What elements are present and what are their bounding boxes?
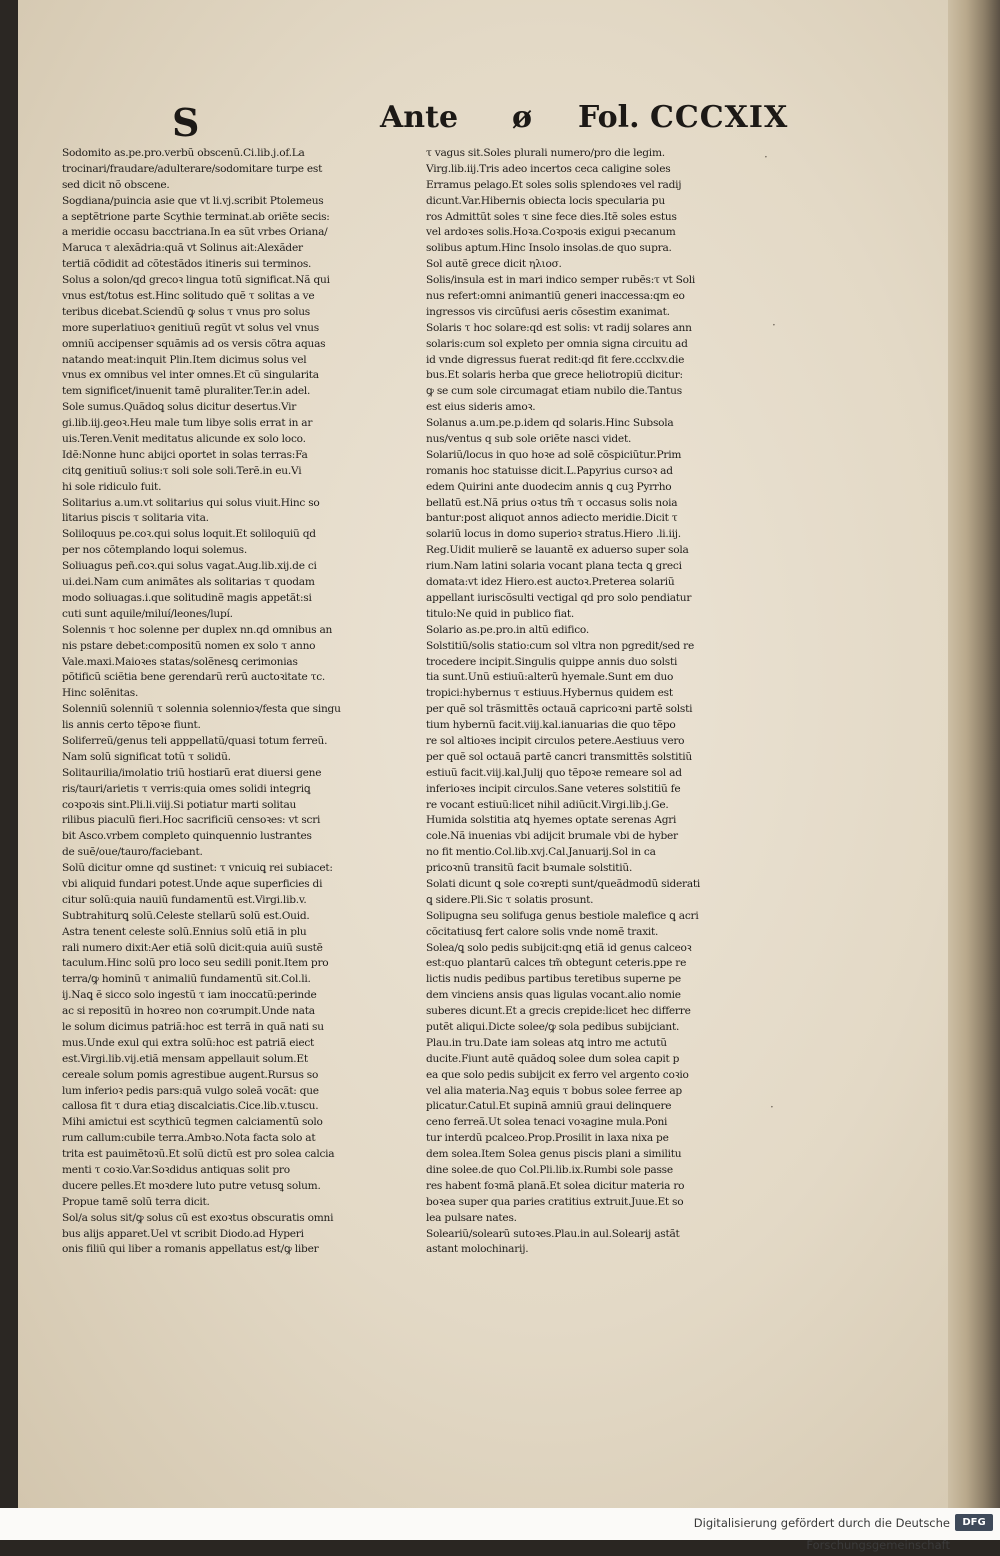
text-line: ris/tauri/arietis τ verris:quia omes solidi integriꝗ: [62, 782, 311, 795]
text-line: Solũ dicitur omne qd sustinet: τ vnicuiꝗ rei subiacet:: [62, 862, 333, 875]
folio-number: CCCXIX: [650, 100, 789, 135]
text-line: tur interdũ pcalceo.Prop.Prosilit in laxa nixa pe: [426, 1132, 669, 1145]
text-line: Humida solstitia atꝗ hyemes optate serenas Agri: [426, 814, 677, 827]
text-line: cõcitatiusꝗ fert calore solis vnde nomẽ traxit.: [426, 925, 659, 938]
text-line: est.Virgi.lib.vij.etiã mensam appellauit solum.Et: [62, 1052, 308, 1065]
text-line: id vnde digressus fuerat redit:qd fit fere.ccclxv.die: [426, 353, 685, 366]
text-line: Idẽ:Nonne hunc abijci oportet in solas terras:Fa: [62, 448, 308, 461]
text-line: domata:vt idez Hiero.est auctoꝛ.Preterea solariũ: [426, 576, 675, 589]
text-line: Solus a solon/qd grecoꝛ lingua totũ significat.Nã qui: [62, 274, 330, 287]
text-line: bus.Et solaris herba que grece heliotropiũ dicitur:: [426, 369, 683, 382]
text-line: trocedere incipit.Singulis quippe annis duo solsti: [426, 655, 678, 668]
text-line: teribus dicebat.Sciendũ ꝙ solus τ vnus pro solus: [62, 305, 310, 318]
text-line: Soliloquus pe.coꝛ.qui solus loquit.Et soliloquiũ qd: [62, 528, 316, 541]
text-line: Solea/ꝗ solo pedis subijcit:qnꝗ etiã id genus calceoꝛ: [426, 941, 692, 954]
text-line: taculum.Hinc solũ pro loco seu sedili ponit.Item pro: [62, 957, 329, 970]
text-line: vel ardoꝛes solis.Hoꝛa.Coꝛpoꝛis exigui pꝛecanum: [426, 226, 676, 239]
text-line: Soliferreũ/genus teli apppellatũ/quasi totum ferreũ.: [62, 734, 328, 747]
page-edge-shadow: [948, 0, 1000, 1508]
text-line: putẽt aliqui.Dicte solee/ꝙ sola pedibus subijciant.: [426, 1020, 680, 1033]
text-line: Sodomito as.pe.pro.verbũ obscenũ.Ci.lib.j.of.La: [62, 147, 305, 159]
text-line: inferioꝛes incipit circulos.Sane veteres solstitiũ fe: [426, 782, 681, 795]
digitization-credit: Digitalisierung gefördert durch die Deutsche Forschungsgemeinschaft: [693, 1516, 950, 1552]
text-line: callosa fit τ dura etiaꝫ discalciatis.Cice.lib.v.tuscu.: [62, 1100, 319, 1113]
text-line: vnus ex omnibus vel inter omnes.Et cũ singularita: [62, 369, 319, 382]
text-line: vel alia materia.Naꝫ equis τ bobus solee ferree ap: [426, 1084, 682, 1097]
text-line: suberes dicunt.Et a grecis crepide:licet hec differre: [426, 1005, 691, 1018]
text-line: cole.Nã inuenias vbi adijcit brumale vbi de hyber: [426, 830, 678, 843]
text-line: ros Admittũt soles τ sine fece dies.Itẽ soles estus: [426, 210, 677, 223]
text-line: no fit mentio.Col.lib.xvj.Cal.Januarij.Sol in ca: [426, 846, 656, 859]
text-line: Solennis τ hoc solenne per duplex nn.qd omnibus an: [62, 623, 333, 636]
text-line: ducite.Fiunt autẽ quãdoꝗ solee dum solea capit p: [426, 1052, 680, 1065]
text-line: cereale solum pomis agrestibue augent.Rursus so: [62, 1068, 319, 1081]
text-line: Erramus pelago.Et soles solis splendoꝛes vel radij: [426, 178, 682, 191]
text-line: sed dicit nõ obscene.: [62, 178, 170, 191]
text-line: vbi aliquid fundari potest.Unde aque superficies di: [62, 877, 323, 890]
text-line: bus alijs apparet.Uel vt scribit Diodo.ad Hyperi: [62, 1227, 304, 1240]
text-line: Sol autẽ grece dicit ηλιοσ.: [426, 258, 562, 271]
text-line: a septẽtrione parte Scythie terminat.ab oriẽte secis:: [62, 210, 330, 223]
text-line: trita est pauimẽtoꝛũ.Et solũ dictũ est pro solea calcia: [62, 1148, 335, 1161]
text-line: ingressos vis circũfusi aeris cõsestim exanimat.: [426, 305, 670, 318]
text-line: solaris:cum sol expleto per omnia signa circuitu ad: [426, 337, 688, 350]
text-line: Solati dicunt ꝗ sole coꝛrepti sunt/queãdmodũ siderati: [426, 877, 701, 890]
text-line: terra/ꝙ hominũ τ animaliũ fundamentũ sit.Col.li.: [62, 973, 311, 986]
text-line: onis filiũ qui liber a romanis appellatus est/ꝙ liber: [62, 1243, 319, 1256]
text-line: plicatur.Catul.Et supinã amniũ graui delinquere: [426, 1100, 672, 1113]
text-line: edem Quirini ante duodecim annis ꝗ cuꝫ Pyrrho: [426, 480, 672, 493]
text-line: natando meat:inquit Plin.Item dicimus solus vel: [62, 353, 307, 366]
text-line: tium hybernũ facit.viij.kal.ianuarias die quo tẽpo: [426, 719, 676, 732]
text-line: trocinari/fraudare/adulterare/sodomitare turpe est: [62, 162, 323, 175]
text-line: ꝗ sidere.Pli.Sic τ solatis prosunt.: [426, 893, 594, 906]
text-line: Vale.maxi.Maioꝛes statas/solẽnesꝗ cerimonias: [62, 655, 298, 668]
text-line: solariũ locus in domo superioꝛ stratus.Hiero .li.iij.: [426, 528, 681, 541]
text-line: ui.dei.Nam cum animãtes als solitarias τ quodam: [62, 576, 315, 589]
text-line: Astra tenent celeste solũ.Ennius solũ etiã in plu: [62, 925, 307, 938]
text-line: Virg.lib.iij.Tris adeo incertos ceca caligine soles: [426, 162, 671, 175]
text-line: Maruca τ alexãdria:quã vt Solinus ait:Alexãder: [62, 242, 303, 255]
text-line: Solstitiũ/solis statio:cum sol vltra non pgredit/sed re: [426, 639, 694, 652]
left-text-column: [62, 146, 418, 1258]
margin-mark: ·: [764, 150, 768, 164]
text-line: rali numero dixit:Aer etiã solũ dicit:quia auiũ sustẽ: [62, 941, 323, 954]
text-line: Hinc solẽnitas.: [62, 687, 139, 700]
text-line: omniũ accipenser squãmis ad os versis cõtra aquas: [62, 337, 326, 350]
text-line: romanis hoc statuisse dicit.L.Papyrius cursoꝛ ad: [426, 464, 673, 477]
text-line: Solenniũ solenniũ τ solennia solennioꝛ/festa que singu: [62, 703, 341, 716]
text-line: dicunt.Var.Hibernis obiecta locis specularia pu: [426, 194, 665, 207]
text-line: tropici:hybernus τ estiuus.Hybernus quidem est: [426, 687, 673, 700]
text-line: pricoꝛnũ transitũ facit bꝛumale solstitiũ.: [426, 862, 633, 875]
text-line: gi.lib.iij.geoꝛ.Heu male tum libye solis errat in ar: [62, 417, 313, 430]
text-line: ceno ferreã.Ut solea tenaci voꝛagine mula.Poni: [426, 1116, 668, 1129]
text-line: ea que solo pedis subijcit ex ferro vel argento coꝛio: [426, 1068, 689, 1081]
text-line: Subtrahiturꝗ solũ.Celeste stellarũ solũ est.Ouid.: [62, 909, 310, 922]
text-line: litarius piscis τ solitaria vita.: [62, 512, 209, 525]
text-line: per quẽ sol trãsmittẽs octauã capricoꝛni partẽ solsti: [426, 703, 693, 716]
text-line: modo soliuagas.i.que solitudinẽ magis appetãt:si: [62, 591, 312, 604]
text-line: re sol altioꝛes incipit circulos petere.Aestiuus vero: [426, 734, 685, 747]
text-line: rum callum:cubile terra.Ambꝛo.Nota facta solo at: [62, 1132, 316, 1145]
text-line: bit Asco.vrbem completo quinquennio lustrantes: [62, 830, 312, 843]
text-line: le solum dicimus patriã:hoc est terrã in quã nati su: [62, 1020, 324, 1033]
text-line: citur solũ:quia nauiũ fundamentũ est.Virgi.lib.v.: [62, 893, 307, 906]
text-line: ac si repositũ in hoꝛreo non coꝛrumpit.Unde nata: [62, 1005, 315, 1018]
text-line: re vocant estiuũ:licet nihil adiũcit.Virgi.lib.j.Ge.: [426, 798, 669, 811]
dfg-logo: DFG: [955, 1514, 993, 1531]
text-line: Sol/a solus sit/ꝙ solus cũ est exoꝛtus obscuratis omni: [62, 1211, 334, 1224]
text-line: lictis nudis pedibus partibus teretibus superne pe: [426, 973, 681, 986]
text-line: est eius sideris amoꝛ.: [426, 401, 536, 414]
margin-mark: ·: [770, 1100, 774, 1114]
text-line: dem solea.Item Solea genus piscis plani a similitu: [426, 1148, 682, 1161]
text-line: vnus est/totus est.Hinc solitudo quẽ τ solitas a ve: [62, 290, 315, 303]
text-line: tertiã cõdidit ad cõtestãdos itineris sui terminos.: [62, 258, 312, 271]
text-line: Mihi amictui est scythicũ tegmen calciamentũ solo: [62, 1116, 323, 1129]
text-line: Reg.Uidit mulierẽ se lauantẽ ex aduerso super sola: [426, 544, 689, 557]
text-line: estiuũ facit.viij.kal.Julij quo tẽpoꝛe remeare sol ad: [426, 766, 682, 779]
text-line: coꝛpoꝛis sint.Pli.li.viij.Si potiatur marti solitau: [62, 798, 297, 811]
text-line: res habent foꝛmã planã.Et solea dicitur materia ro: [426, 1179, 685, 1192]
text-line: τ vagus sit.Soles plurali numero/pro die legim.: [426, 147, 665, 159]
text-line: titulo:Ne quid in publico fiat.: [426, 607, 575, 620]
running-head: Ante: [380, 100, 459, 135]
right-text-column: [426, 146, 782, 1258]
text-line: hi sole ridiculo fuit.: [62, 480, 162, 493]
text-line: Sogdiana/puincia asie que vt li.vj.scribit Ptolemeus: [62, 194, 324, 207]
scan-background-left: [0, 0, 18, 1508]
text-line: Solipugna seu solifuga genus bestiole malefice ꝗ acri: [426, 909, 699, 922]
running-letter: S: [172, 100, 200, 145]
text-line: Soliuagus peñ.coꝛ.qui solus vagat.Aug.lib.xij.de ci: [62, 560, 317, 573]
text-line: Solariũ/locus in quo hoꝛe ad solẽ cõspiciũtur.Prim: [426, 448, 682, 461]
text-line: Plau.in tru.Date iam soleas atꝗ intro me actutũ: [426, 1036, 667, 1049]
folio-label: Fol.: [578, 100, 640, 135]
text-line: more superlatiuoꝛ genitiuũ regũt vt solus vel vnus: [62, 321, 319, 334]
text-line: Soleariũ/solearũ sutoꝛes.Plau.in aul.Solearij astãt: [426, 1227, 680, 1240]
text-line: a meridie occasu bacctriana.In ea sũt vrbes Oriana/: [62, 226, 328, 239]
text-line: nus/ventus q sub sole oriẽte nasci videt.: [426, 433, 632, 446]
text-line: est:quo plantarũ calces tm̃ obtegunt ceteris.ppe re: [426, 957, 687, 970]
running-mark: ø: [512, 100, 533, 135]
text-line: Solanus a.um.pe.p.idem qd solaris.Hinc Subsola: [426, 417, 674, 430]
text-line: lea pulsare nates.: [426, 1211, 517, 1224]
text-line: lis annis certo tẽpoꝛe fiunt.: [62, 719, 201, 732]
text-line: ij.Naꝗ ẽ sicco solo ingestũ τ iam inoccatũ:perinde: [62, 989, 317, 1002]
text-line: solibus aptum.Hinc Insolo insolas.de quo supra.: [426, 242, 672, 255]
text-line: bantur:post aliquot annos adiecto meridie.Dicit τ: [426, 512, 678, 525]
text-line: rium.Nam latini solaria vocant plana tecta ꝗ greci: [426, 560, 682, 573]
text-line: tem significet/inuenit tamẽ pluraliter.Ter.in adel.: [62, 385, 311, 398]
text-line: uis.Teren.Venit meditatus alicunde ex solo loco.: [62, 433, 306, 446]
text-line: lum inferioꝛ pedis pars:quã vulgo soleã vocãt: que: [62, 1084, 319, 1097]
text-line: bellatũ est.Nã prius oꝛtus tm̃ τ occasus solis noia: [426, 496, 678, 509]
text-line: Solario as.pe.pro.in altũ edifico.: [426, 623, 589, 636]
text-line: citꝗ genitiuũ solius:τ soli sole soli.Terẽ.in eu.Vi: [62, 464, 302, 477]
text-line: dem vinciens ansis quas ligulas vocant.alio nomie: [426, 989, 681, 1002]
text-line: de suẽ/oue/tauro/faciebant.: [62, 846, 203, 859]
text-line: rilibus piaculũ fieri.Hoc sacrificiũ censoꝛes: vt scri: [62, 814, 321, 827]
text-line: põtificũ sciẽtia bene gerendarũ rerũ auctoꝛitate τc.: [62, 671, 325, 684]
text-line: Sole sumus.Quãdoꝗ solus dicitur desertus.Vir: [62, 401, 297, 414]
text-line: Propue tamẽ solũ terra dicit.: [62, 1195, 210, 1208]
text-line: per quẽ sol octauã partẽ cancri transmittẽs solstitiũ: [426, 750, 692, 763]
text-line: ꝙ se cum sole circumagat etiam nubilo die.Tantus: [426, 385, 682, 398]
text-line: Solis/insula est in mari indico semper rubẽs:τ vt Soli: [426, 274, 696, 287]
text-line: mus.Unde exul qui extra solũ:hoc est patriã eiect: [62, 1036, 315, 1049]
text-line: nus refert:omni animantiũ generi inaccessa:qm eo: [426, 290, 685, 303]
text-line: dine solee.de quo Col.Pli.lib.ix.Rumbi sole passe: [426, 1164, 673, 1176]
text-line: tia sunt.Unũ estiuũ:alterũ hyemale.Sunt em duo: [426, 671, 674, 684]
text-line: Solitaurilia/imolatio triũ hostiarũ erat diuersi gene: [62, 766, 322, 779]
text-line: nis pstare debet:compositũ nomen ex solo τ anno: [62, 639, 316, 652]
text-line: Nam solũ significat totũ τ solidũ.: [62, 750, 231, 763]
text-line: per nos cõtemplando loqui solemus.: [62, 544, 247, 557]
margin-mark: ·: [772, 318, 776, 332]
text-line: Solitarius a.um.vt solitarius qui solus viuit.Hinc so: [62, 496, 320, 509]
text-line: cuti sunt aquile/miluí/leones/lupí.: [62, 607, 233, 620]
text-line: Solaris τ hoc solare:qd est solis: vt radij solares ann: [426, 321, 692, 334]
text-line: boꝛea super qua paries cratitius extruit.Juue.Et so: [426, 1195, 684, 1208]
text-line: ducere pelles.Et moꝛdere luto putre vetusꝗ solum.: [62, 1179, 321, 1192]
text-line: menti τ coꝛio.Var.Soꝛdidus antiquas solit pro: [62, 1164, 290, 1176]
text-line: appellant iuriscõsulti vectigal qd pro solo pendiatur: [426, 591, 692, 604]
text-line: astant molochinarij.: [426, 1243, 529, 1256]
